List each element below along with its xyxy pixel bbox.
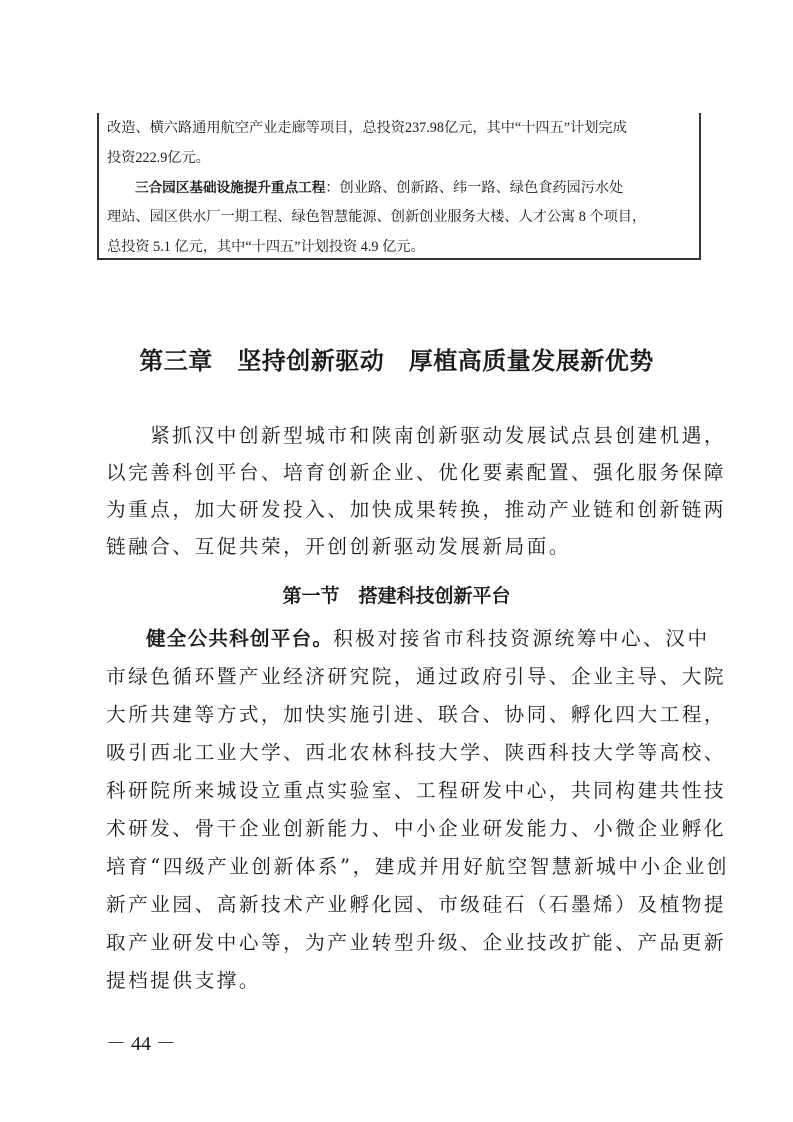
body-line: 提档提供支撑。 (106, 969, 262, 992)
body-line: 吸引西北工业大学、西北农林科技大学、陕西科技大学等高校、 (106, 741, 727, 764)
box-line: 改造、横六路通用航空产业走廊等项目，总投资237.98亿元，其中“十四五”计划完成 (107, 120, 627, 136)
page-number: － 44 － (106, 1033, 176, 1055)
intro-line: 紧抓汉中创新型城市和陕南创新驱动发展试点县创建机遇， (106, 424, 727, 447)
body-line: 大所共建等方式，加快实施引进、联合、协同、孵化四大工程， (106, 703, 727, 726)
body-line: 科研院所来城设立重点实验室、工程研发中心，共同构建共性技 (106, 779, 727, 802)
body-first-line (146, 628, 710, 650)
box-project-line (135, 180, 623, 196)
box-line: 总投资 5.1 亿元，其中“十四五”计划投资 4.9 亿元。 (107, 239, 425, 255)
project-box (97, 113, 701, 260)
intro-line: 链融合、互促共荣，开创创新驱动发展新局面。 (106, 535, 572, 558)
section-title: 第一节 搭建科技创新平台 (282, 585, 511, 607)
body-line: 培育“四级产业创新体系”，建成并用好航空智慧新城中小企业创 (106, 855, 730, 878)
box-line: 投资222.9亿元。 (107, 150, 210, 166)
body-line: 术研发、骨干企业创新能力、中小企业研发能力、小微企业孵化 (106, 817, 727, 840)
intro-line: 为重点，加大研发投入、加快成果转换，推动产业链和创新链两 (106, 498, 727, 521)
box-line: 理站、园区供水厂一期工程、绿色智慧能源、创新创业服务大楼、人才公寓 8 个项目， (107, 209, 647, 225)
body-line: 新产业园、高新技术产业孵化园、市级硅石（石墨烯）及植物提 (106, 893, 727, 916)
body-first-rest: 积极对接省市科技资源统筹中心、汉中 (333, 627, 710, 650)
chapter-title: 第三章 坚持创新驱动 厚植高质量发展新优势 (139, 346, 654, 375)
body-line: 取产业研发中心等，为产业转型升级、企业技改扩能、产品更新 (106, 931, 727, 954)
project-title: 三合园区基础设施提升重点工程 (135, 180, 326, 196)
intro-line: 以完善科创平台、培育创新企业、优化要素配置、强化服务保障 (106, 461, 727, 484)
body-line: 市绿色循环暨产业经济研究院，通过政府引导、企业主导、大院 (106, 665, 727, 688)
project-text: ：创业路、创新路、纬一路、绿色食药园污水处 (325, 180, 624, 196)
body-lead: 健全公共科创平台。 (146, 627, 334, 650)
